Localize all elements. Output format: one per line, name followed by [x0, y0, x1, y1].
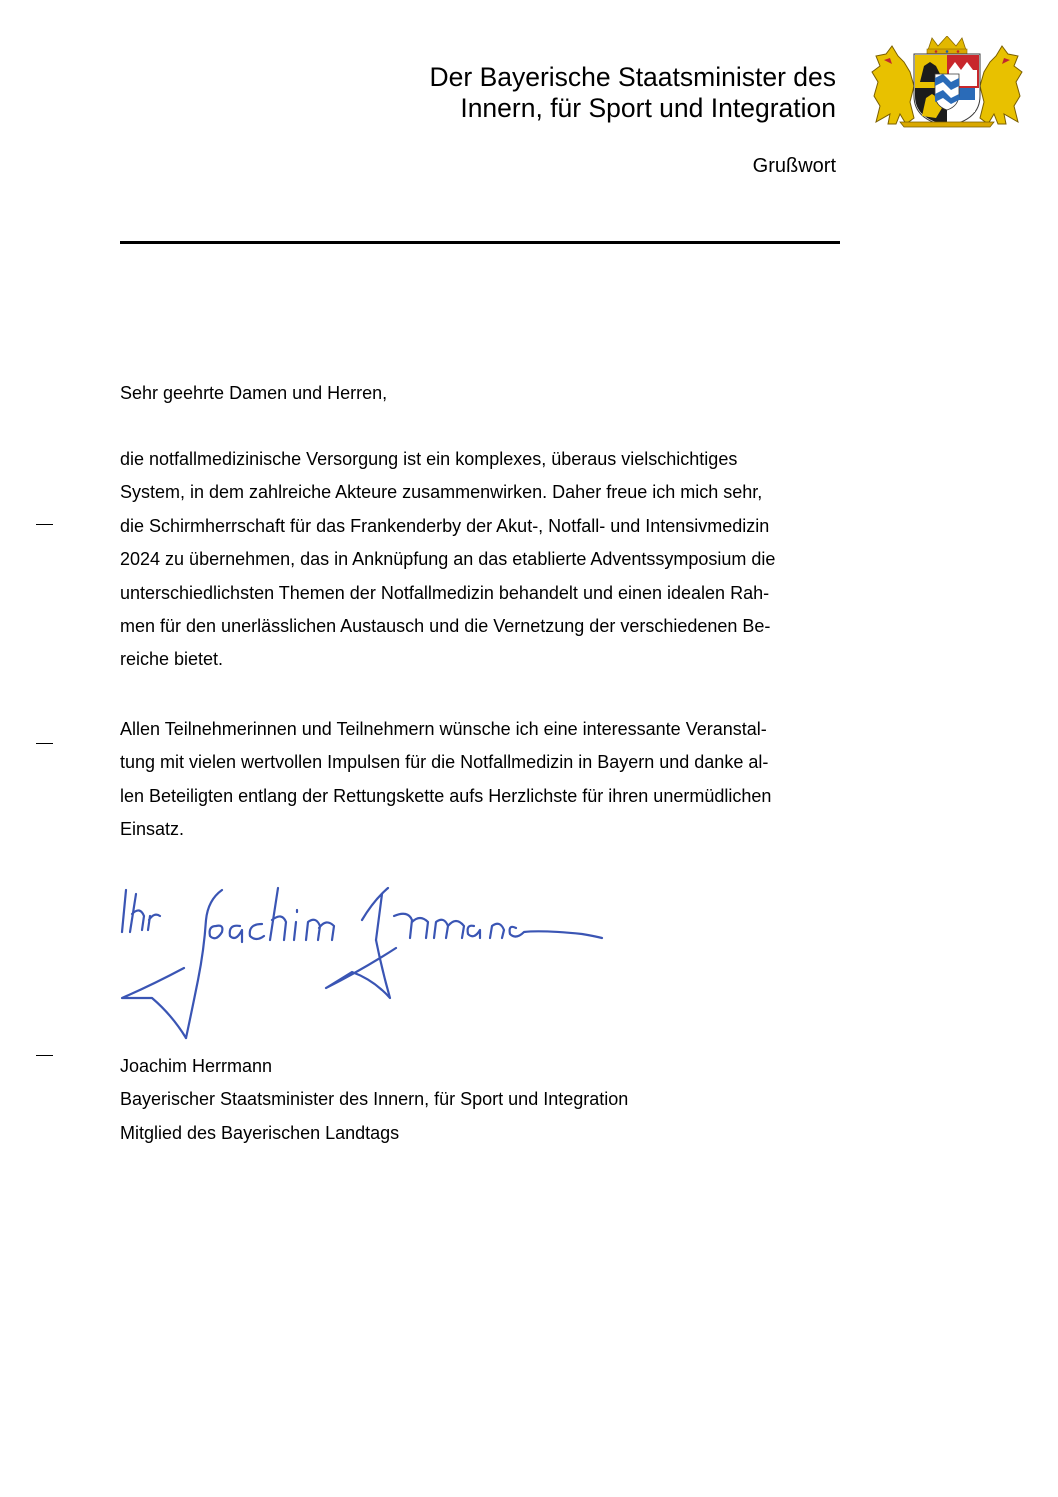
salutation: Sehr geehrte Damen und Herren, — [120, 383, 388, 403]
coat-of-arms-icon — [870, 36, 1024, 128]
text-line: Allen Teilnehmerinnen und Teilnehmern wünsche ich eine interessante Veranstal- — [120, 719, 767, 739]
text-line: reiche bietet. — [120, 649, 224, 670]
text-line: unterschiedlichsten Themen der Notfallmedizin behandelt und einen idealen Rah- — [120, 582, 770, 603]
body-paragraph — [120, 713, 840, 847]
text-line: die notfallmedizinische Versorgung ist ein komplexes, überaus vielschichtiges — [120, 449, 738, 469]
ministry-title-line2: Innern, für Sport und Integration — [460, 93, 836, 123]
ministry-title — [430, 62, 837, 124]
text-line: System, in dem zahlreiche Akteure zusammenwirken. Daher freue ich mich sehr, — [120, 482, 763, 503]
fold-mark — [36, 1055, 53, 1056]
text-line: men für den unerlässlichen Austausch und die Vernetzung der verschiedenen Be- — [120, 616, 771, 637]
signer-block — [120, 1050, 840, 1150]
header-divider — [120, 241, 840, 244]
text-line: tung mit vielen wertvollen Impulsen für die Notfallmedizin in Bayern und danke al- — [120, 752, 769, 773]
text-line: 2024 zu übernehmen, das in Anknüpfung an das etablierte Adventssymposium die — [120, 549, 776, 570]
text-line: Einsatz. — [120, 819, 185, 840]
signer-name: Joachim Herrmann — [120, 1056, 273, 1076]
text-line: die Schirmherrschaft für das Frankenderby der Akut-, Notfall- und Intensivmedizin — [120, 515, 770, 536]
handwritten-signature — [112, 880, 612, 1045]
signer-membership: Mitglied des Bayerischen Landtags — [120, 1122, 400, 1143]
fold-mark — [36, 524, 53, 525]
signer-role: Bayerischer Staatsminister des Innern, für Sport und Integration — [120, 1089, 629, 1110]
document-type: Grußwort — [752, 155, 836, 177]
body-paragraph — [120, 443, 840, 677]
punch-mark — [36, 743, 53, 744]
text-line: len Beteiligten entlang der Rettungskette aufs Herzlichste für ihren unermüdlichen — [120, 785, 772, 806]
ministry-title-line1: Der Bayerische Staatsminister des — [429, 62, 836, 92]
